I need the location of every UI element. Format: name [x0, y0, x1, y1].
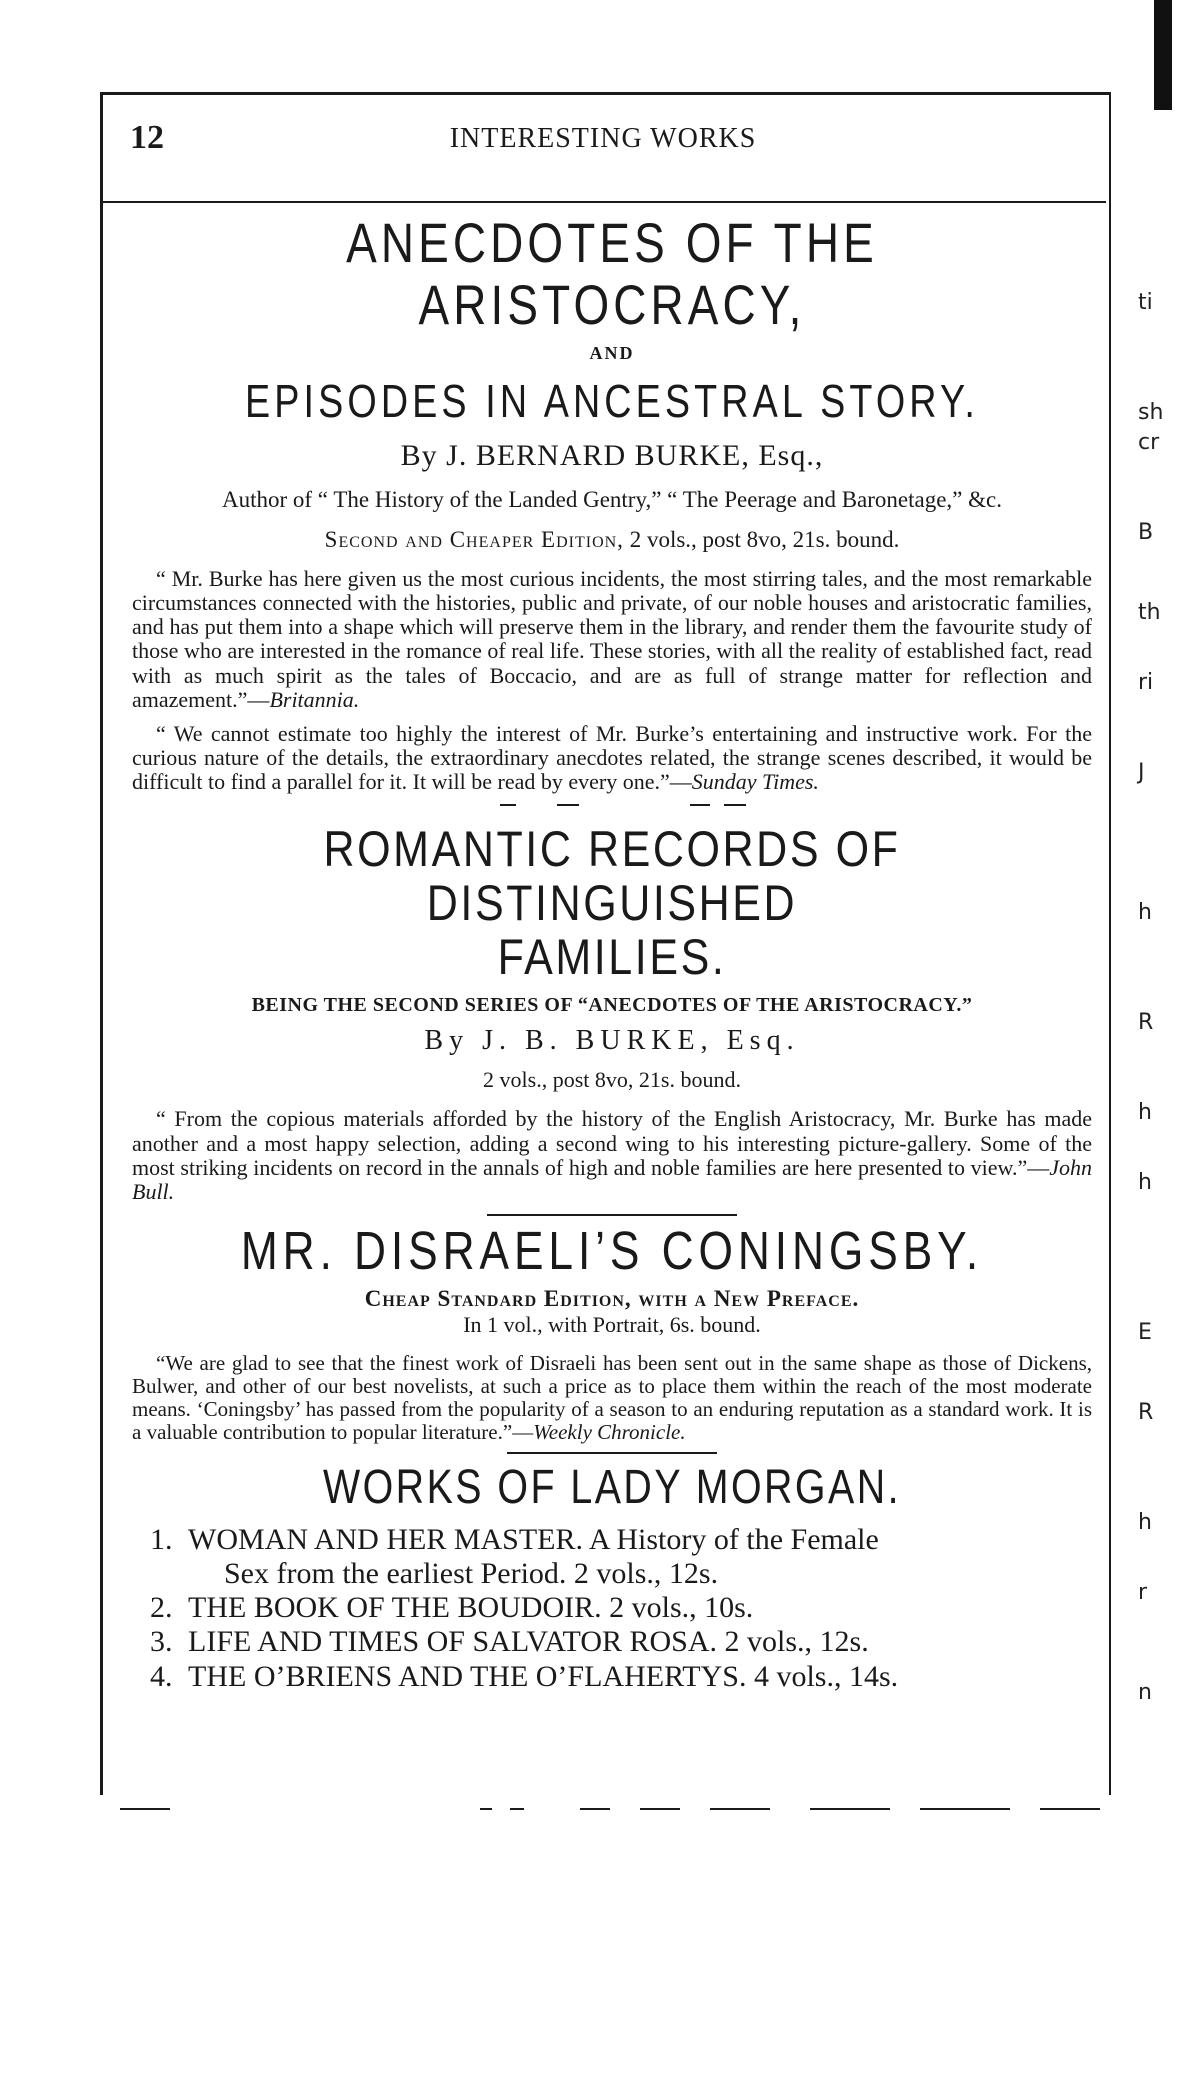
section-divider — [487, 1214, 737, 1216]
romantic-byline: By J. B. BURKE, Esq. — [424, 1025, 800, 1057]
quote-source: Weekly Chronicle. — [533, 1419, 686, 1444]
romantic-edition: 2 vols., post 8vo, 21s. bound. — [483, 1067, 741, 1093]
anecdotes-edition — [132, 527, 1092, 553]
quote-text: “ Mr. Burke has here given us the most curious incidents, the most stirring tales, and the most remarkable circumstances connected with the histories, public and private, of our noble houses and aristocratic families, and has put them into a shape which will preserve them in the library, and render them the favourite study of those who are interested in the romance of real life. These stories, with all the reality of established fact, read with as much spirit as the tales of Boccacio, and are as full of strange matter for reflection and amazement.”— — [132, 565, 1092, 712]
romantic-records-section — [132, 822, 1092, 1204]
review-quote — [132, 1107, 1092, 1204]
quote-source: Sunday Times. — [691, 769, 819, 795]
facing-page-fragment: cr — [1138, 430, 1160, 455]
item-number: 2. — [150, 1591, 173, 1625]
item-text: THE BOOK OF THE BOUDOIR. 2 vols., 10s. — [188, 1591, 754, 1625]
facing-page-fragment: R — [1138, 1400, 1154, 1425]
facing-page-fragment: th — [1138, 600, 1161, 625]
list-item-continuation — [150, 1557, 1092, 1591]
romantic-title — [199, 822, 1025, 984]
facing-page-fragment: h — [1138, 1510, 1152, 1535]
list-item — [150, 1591, 1092, 1625]
facing-page-fragment: sh — [1138, 400, 1164, 425]
quote-text: “ From the copious materials afforded by the history of the English Aristocracy, Mr. Burke has made another and a most happy selection, adding a second wing to his interesting picture-gallery. Some of the most striking incidents on record in the annals of high and noble families are here presented to view.”— — [132, 1106, 1092, 1180]
quote-text: “We are glad to see that the finest work of Disraeli has been sent out in the same shape as those of Dickens, Bulwer, and other of our best novelists, at such a price as to place them within the reach of the most moderate means. ‘Coningsby’ has passed from the popularity of a season to an enduring reputation as a standard work. It is a valuable contribution to popular literature.”— — [132, 1350, 1092, 1444]
facing-page-fragment: n — [1138, 1680, 1152, 1705]
facing-page-fragment: ri — [1138, 670, 1154, 695]
quote-source: John Bull. — [132, 1154, 1092, 1205]
facing-page-fragment: h — [1138, 900, 1152, 925]
item-text: THE O’BRIENS AND THE O’FLAHERTYS. 4 vols., 14s. — [188, 1659, 899, 1693]
facing-page-fragment: B — [1138, 520, 1154, 545]
list-item — [150, 1625, 1092, 1659]
romantic-series-note: BEING THE SECOND SERIES OF “ANECDOTES OF THE ARISTOCRACY.” — [251, 994, 973, 1017]
anecdotes-section — [132, 212, 1092, 794]
section-divider — [507, 1452, 717, 1454]
morgan-title: WORKS OF LADY MORGAN. — [323, 1460, 901, 1514]
item-number: 4. — [150, 1659, 173, 1693]
facing-page-fragment: R — [1138, 1010, 1154, 1035]
anecdotes-title: ANECDOTES OF THE ARISTOCRACY, — [346, 211, 878, 336]
edition-label: Second and Cheaper Edition, — [324, 526, 624, 552]
facing-page-fragment: E — [1138, 1320, 1152, 1345]
anecdotes-subtitle: EPISODES IN ANCESTRAL STORY. — [245, 375, 979, 428]
coningsby-format: In 1 vol., with Portrait, 6s. bound. — [463, 1311, 761, 1337]
coningsby-edition: Cheap Standard Edition, with a New Preface. — [364, 1285, 860, 1311]
section-divider — [132, 794, 1092, 816]
item-text: WOMAN AND HER MASTER. A History of the Female — [188, 1522, 879, 1556]
review-quote — [132, 1352, 1092, 1444]
item-number: 3. — [150, 1625, 173, 1659]
page-content — [132, 200, 1092, 1694]
page-header — [100, 95, 1106, 203]
item-text: Sex from the earliest Period. 2 vols., 12s. — [224, 1556, 719, 1590]
page-number: 12 — [130, 119, 164, 156]
romantic-title-line-2: FAMILIES. — [497, 929, 727, 986]
quote-source: Britannia. — [269, 686, 360, 712]
anecdotes-byline: By J. BERNARD BURKE, Esq., — [400, 438, 824, 472]
facing-page-fragment: r — [1138, 1580, 1148, 1605]
bottom-rule — [120, 1808, 1110, 1812]
anecdotes-author-of: Author of “ The History of the Landed Gentry,” “ The Peerage and Baronetage,” &c. — [221, 486, 1002, 512]
facing-page-fragment: h — [1138, 1100, 1152, 1125]
list-item — [150, 1660, 1092, 1694]
item-text: LIFE AND TIMES OF SALVATOR ROSA. 2 vols., 12s. — [188, 1625, 869, 1659]
review-quote — [132, 567, 1092, 795]
facing-page-fragment: J — [1138, 760, 1145, 785]
coningsby-title: MR. DISRAELI’S CONINGSBY. — [240, 1221, 984, 1282]
page-edge-shadow — [1154, 0, 1172, 110]
lady-morgan-section — [132, 1462, 1092, 1694]
item-number: 1. — [150, 1522, 173, 1556]
quote-text: “ We cannot estimate too highly the interest of Mr. Burke’s entertaining and instructive work. For the curious nature of the details, the extraordinary anecdotes related, the strange scenes described, it would be difficult to find a parallel for it. It will be read by every one.”— — [132, 720, 1092, 795]
facing-page-fragment: ti — [1138, 290, 1153, 315]
edition-detail: 2 vols., post 8vo, 21s. bound. — [623, 526, 900, 552]
running-head: INTERESTING WORKS — [449, 123, 757, 154]
morgan-works-list — [150, 1523, 1092, 1694]
romantic-title-line-1: ROMANTIC RECORDS OF DISTINGUISHED — [323, 821, 901, 932]
list-item — [150, 1523, 1092, 1557]
facing-page-fragment: h — [1138, 1170, 1152, 1195]
and-connector: AND — [589, 343, 635, 364]
coningsby-section — [132, 1222, 1092, 1444]
